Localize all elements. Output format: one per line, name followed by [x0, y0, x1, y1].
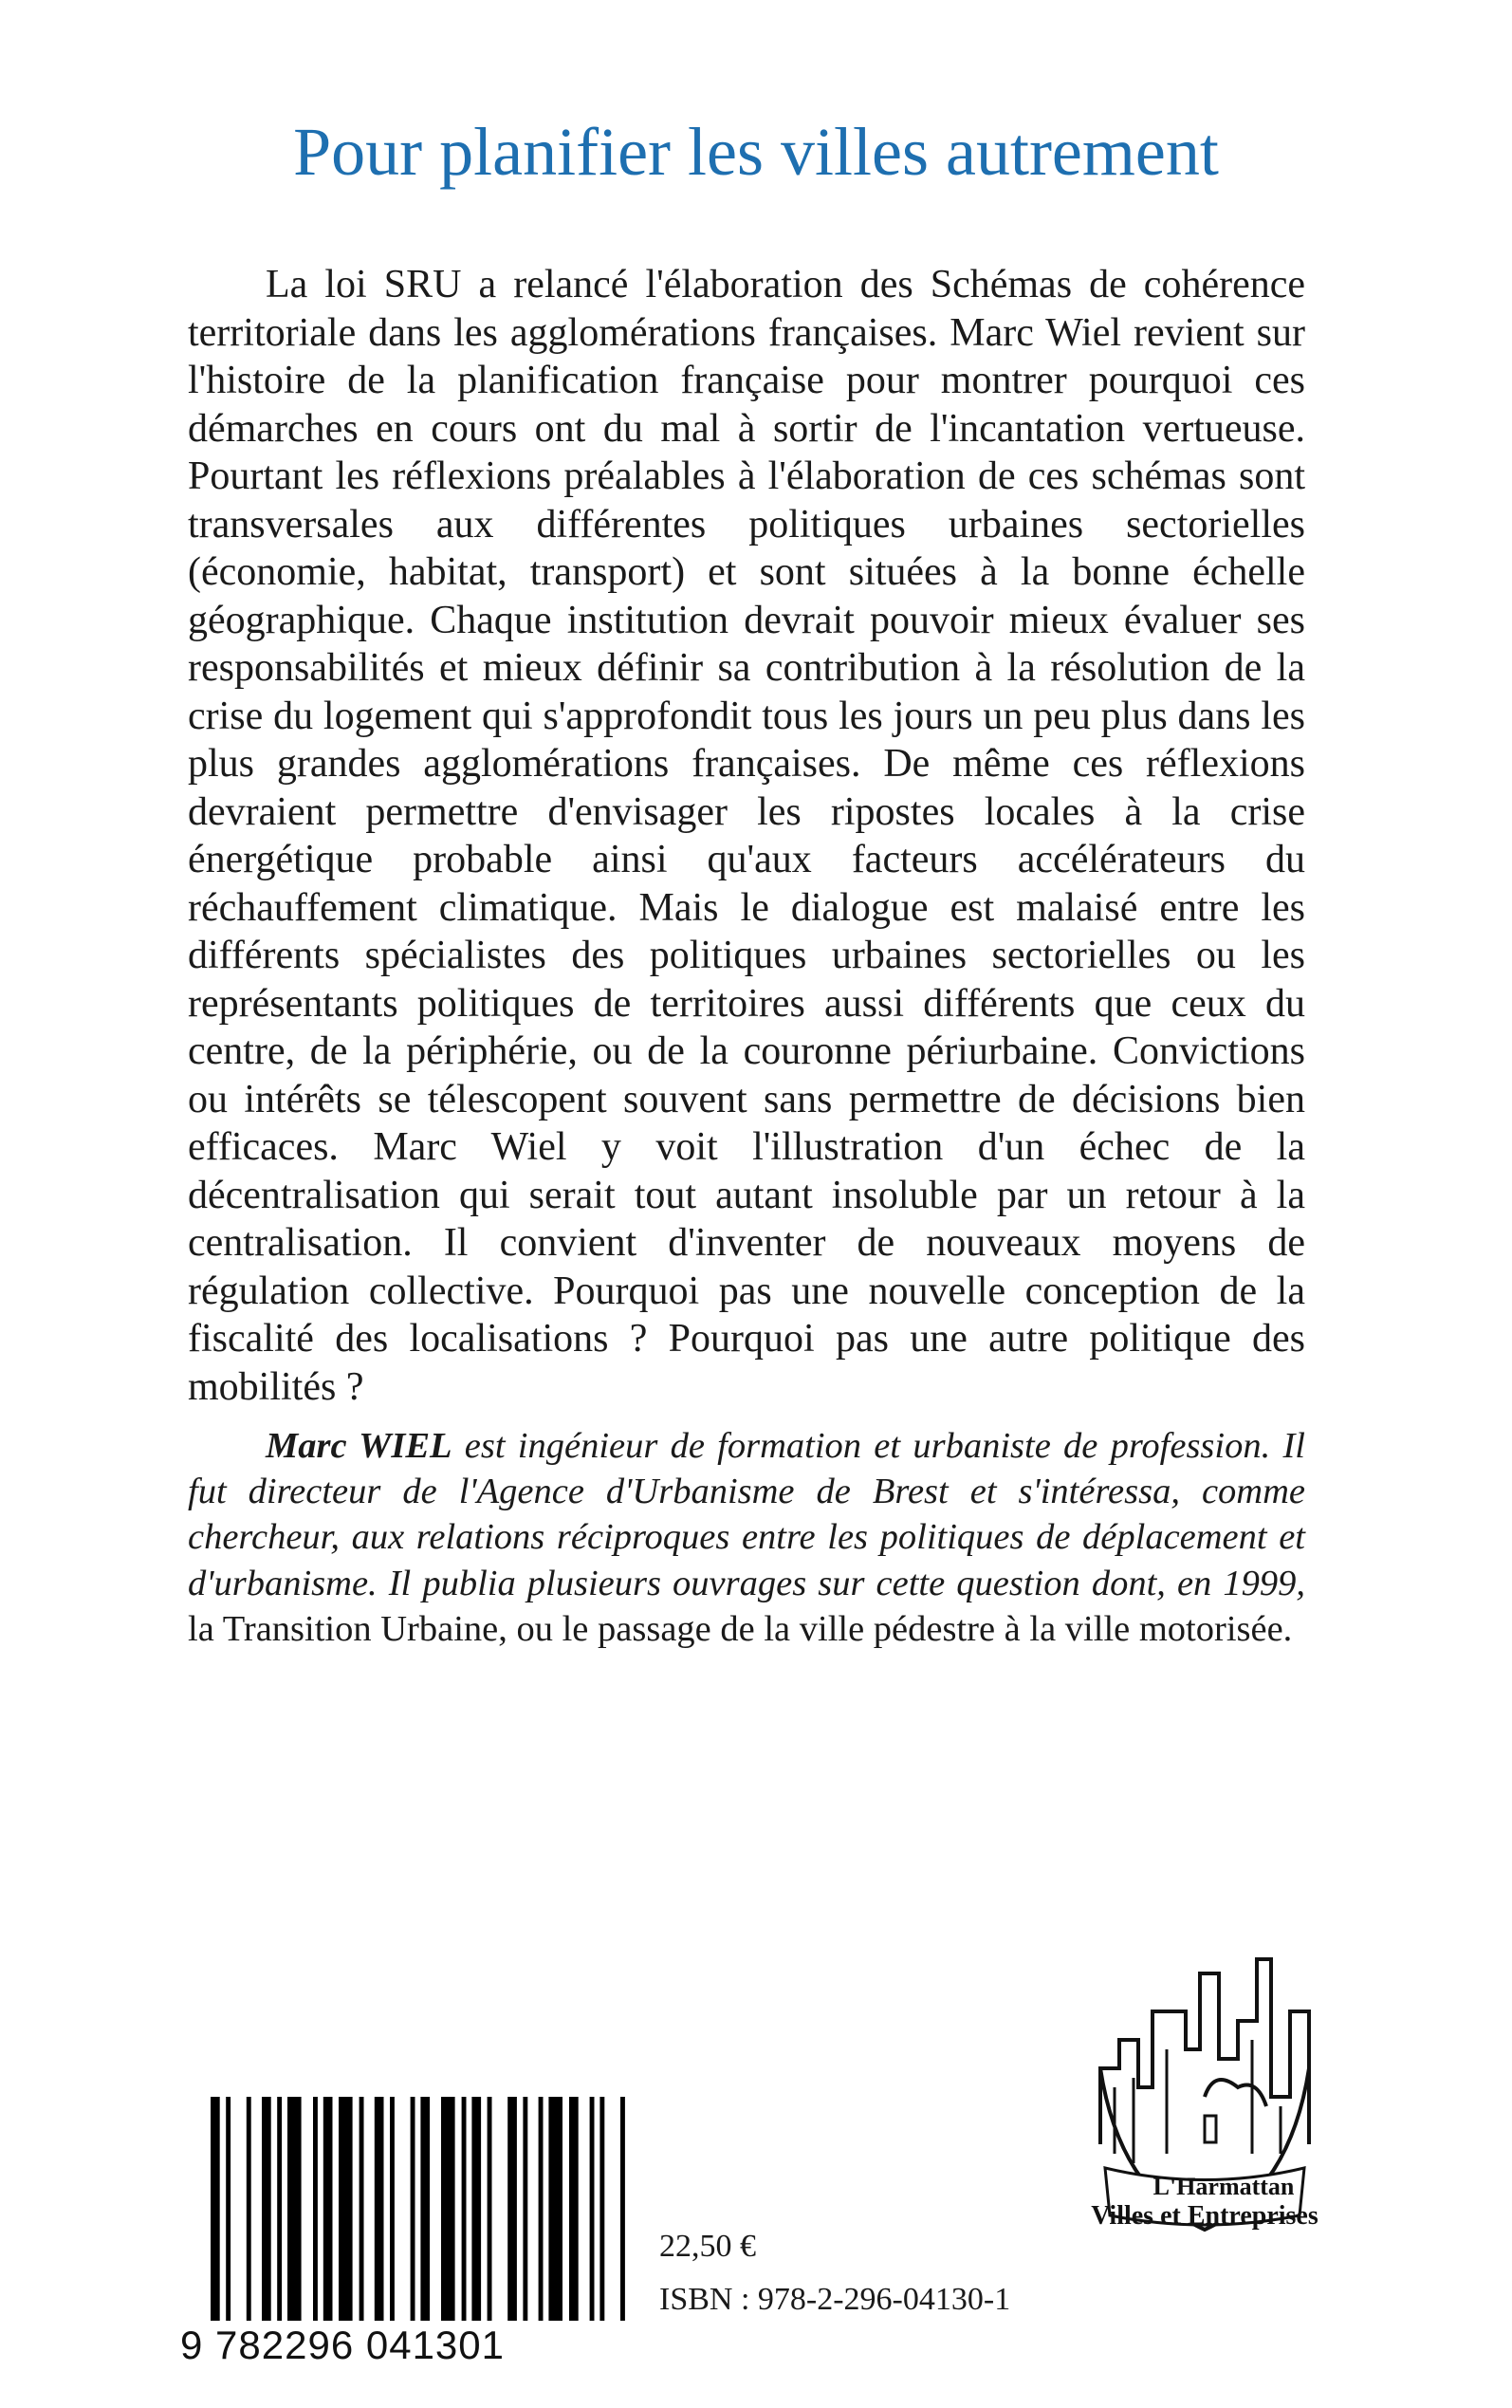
- barcode-bar: [339, 2097, 353, 2321]
- barcode-bar: [539, 2097, 544, 2321]
- bio-book-title: la Transition Urbaine, ou le passage de la ville pédestre à la ville motorisée.: [188, 1608, 1293, 1649]
- series-name: Villes et Entreprises: [1091, 2201, 1318, 2231]
- barcode-bar: [471, 2097, 481, 2321]
- barcode-bar: [226, 2097, 230, 2321]
- barcode-bar: [548, 2097, 562, 2321]
- barcode-bar: [411, 2097, 415, 2321]
- barcode-bar: [277, 2097, 282, 2321]
- publisher-name: L'Harmattan: [1152, 2173, 1295, 2200]
- publisher-logo-text: [1062, 2173, 1347, 2232]
- barcode-bar: [323, 2097, 333, 2321]
- barcode-bar: [390, 2097, 395, 2321]
- barcode-bar: [620, 2097, 625, 2321]
- barcode-bar: [247, 2097, 251, 2321]
- price: 22,50 €: [659, 2229, 756, 2264]
- barcode-digits: 9 782296 041301: [180, 2323, 505, 2367]
- back-cover-blurb: [188, 261, 1305, 1411]
- barcode-bar: [488, 2097, 492, 2321]
- barcode-bar: [211, 2097, 220, 2321]
- barcode: [176, 2097, 630, 2321]
- blurb-text: La loi SRU a relancé l'élaboration des Schémas de cohérence territoriale dans les agglomérations françaises. Marc Wiel revient sur l'histoire de la planification française pour montrer pourquoi ces démarches en cours ont du mal à sortir de l'incantation vertueuse. Pourtant les réflexions préalables à l'élaboration de ces schémas sont transversales aux différentes politiques urbaines sectorielles (économie, habitat, transport) et sont situées à la bonne échelle géographique. Chaque institution devrait pouvoir mieux évaluer ses responsabilités et mieux définir sa contribution à la résolution de la crise du logement qui s'approfondit tous les jours un peu plus dans les plus grandes agglomérations françaises. De même ces réflexions devraient permettre d'envisager les ripostes locales à la crise énergétique probable ainsi qu'aux facteurs accélérateurs du réchauffement climatique. Mais le dialogue est malaisé entre les différents spécialistes des politiques urbaines sectorielles ou les représentants politiques de territoires aussi différents que ceux du centre, de la périphérie, ou de la couronne périurbaine. Convictions ou intérêts se télescopent souvent sans permettre de décisions bien efficaces. Marc Wiel y voit l'illustration d'un échec de la décentralisation qui serait tout autant insoluble par un retour à la centralisation. Il convient d'inventer de nouveaux moyens de régulation collective. Pourquoi pas une nouvelle conception de la fiscalité des localisations ? Pourquoi pas une autre politique des mobilités ?: [188, 263, 1305, 1409]
- barcode-bar: [262, 2097, 271, 2321]
- barcode-bar: [523, 2097, 527, 2321]
- barcode-bar: [287, 2097, 302, 2321]
- book-title: Pour planifier les villes autrement: [293, 114, 1219, 190]
- barcode-bar: [599, 2097, 604, 2321]
- barcode-bar: [507, 2097, 517, 2321]
- barcode-bar: [569, 2097, 579, 2321]
- author-bio: [188, 1423, 1305, 1652]
- isbn: ISBN : 978-2-296-04130-1: [659, 2282, 1011, 2317]
- barcode-bar: [441, 2097, 455, 2321]
- barcode-bar: [590, 2097, 595, 2321]
- author-name: Marc WIEL: [266, 1426, 452, 1466]
- barcode-bar: [375, 2097, 384, 2321]
- barcode-bar: [360, 2097, 364, 2321]
- barcode-bar: [462, 2097, 467, 2321]
- bio-italic-text: est ingénieur de formation et urbaniste de profession. Il fut directeur de l'Agence d'Urbanisme de Brest et s'intéressa, comme chercheur, aux relations réciproques entre les politiques de déplacement et d'urbanisme. Il publia plusieurs ouvrages sur cette question dont, en 1999,: [188, 1426, 1305, 1603]
- barcode-bar: [313, 2097, 318, 2321]
- barcode-bar: [420, 2097, 430, 2321]
